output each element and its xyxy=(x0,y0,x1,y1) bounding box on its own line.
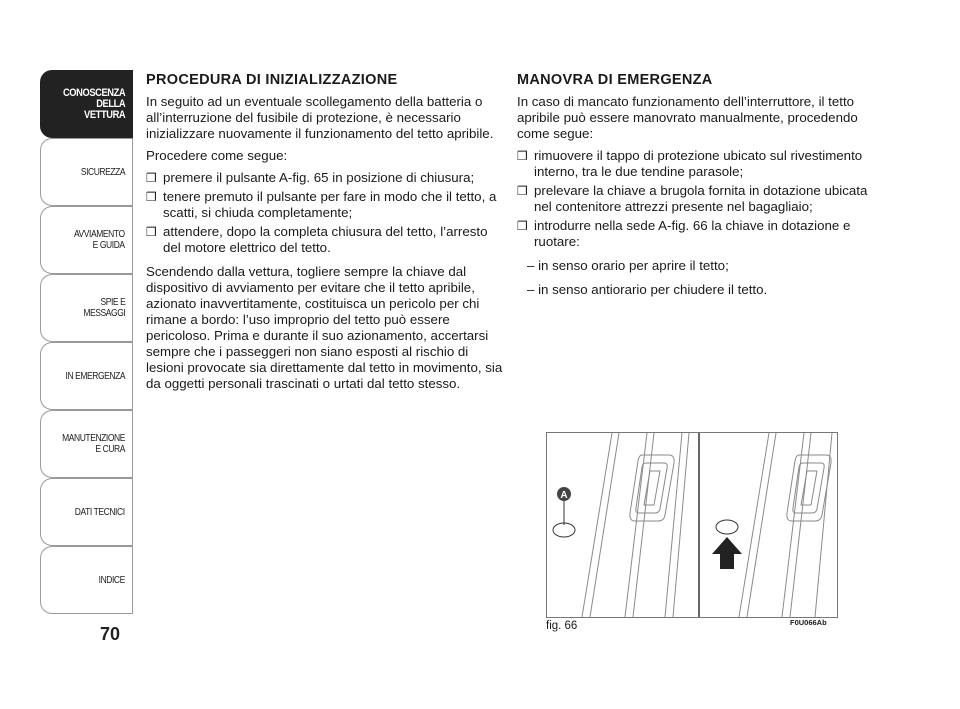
figure-66 xyxy=(546,432,838,618)
tab-label: SPIE E MESSAGGI xyxy=(83,297,125,319)
arrow-up-icon xyxy=(712,537,742,569)
tab-in-emergenza[interactable] xyxy=(40,342,133,410)
checkbox-bullet-icon: ❒ xyxy=(517,149,528,163)
left-panel-illustration xyxy=(582,433,689,617)
paragraph: In caso di mancato funzionamento dell’interruttore, il tetto apribile può essere manovrato manualmente, procedendo come segue: xyxy=(517,94,858,141)
section-heading: PROCEDURA DI INIZIALIZZAZIONE xyxy=(146,72,398,88)
bullet-item: ❒ attendere, dopo la completa chiusura del tetto, l’arresto del motore elettrico del tetto. xyxy=(146,224,488,255)
roof-diagram xyxy=(547,433,837,617)
tab-avviamento-e-guida[interactable] xyxy=(40,206,133,274)
tab-sicurezza[interactable] xyxy=(40,138,133,206)
checkbox-bullet-icon: ❒ xyxy=(517,219,528,233)
tab-conoscenza-della-vettura[interactable] xyxy=(40,70,133,138)
paragraph: Procedere come segue: xyxy=(146,148,288,163)
tab-label: DATI TECNICI xyxy=(75,506,125,518)
bullet-item: ❒ prelevare la chiave a brugola fornita in dotazione ubicata nel contenitore attrezzi presente nel bagagliaio; xyxy=(517,183,868,214)
warning-paragraph: Scendendo dalla vettura, togliere sempre la chiave dal dispositivo di avviamento per evitare che il tetto apribile, azionato inavvertitamente, costituisca un pericolo per chi rimane a bordo: l’uso improprio del tetto può essere pericoloso. Prima e durante il suo azionamento, accertarsi sempre che i passeggeri non siano esposti al rischio di lesioni provocate sia direttamente dal tetto in movimento, sia da oggetti personali trascinati o urtati dal tetto stesso. xyxy=(146,264,503,391)
tab-label: INDICE xyxy=(98,574,125,586)
tab-label: CONOSCENZA DELLA VETTURA xyxy=(62,86,125,121)
tab-dati-tecnici[interactable] xyxy=(40,478,133,546)
section-tabs xyxy=(40,70,133,614)
bullet-item: ❒ rimuovere il tappo di protezione ubicato sul rivestimento interno, tra le due tendine parasole; xyxy=(517,148,863,179)
checkbox-bullet-icon: ❒ xyxy=(146,225,157,239)
protection-cap-icon xyxy=(716,520,738,534)
tab-indice[interactable] xyxy=(40,546,133,614)
dash-item: – in senso orario per aprire il tetto; xyxy=(527,258,729,273)
tab-spie-e-messaggi[interactable] xyxy=(40,274,133,342)
figure-caption: fig. 66 xyxy=(546,620,578,632)
left-column xyxy=(146,72,504,398)
bullet-item: ❒ tenere premuto il pulsante per fare in modo che il tetto, a scatti, si chiuda completamente; xyxy=(146,189,497,220)
bullet-item: ❒ premere il pulsante A-fig. 65 in posizione di chiusura; xyxy=(146,170,475,185)
checkbox-bullet-icon: ❒ xyxy=(517,184,528,198)
tab-label: AVVIAMENTO E GUIDA xyxy=(74,229,125,251)
marker-a xyxy=(553,487,575,537)
marker-a-label: A xyxy=(560,490,568,501)
tab-manutenzione-e-cura[interactable] xyxy=(40,410,133,478)
paragraph: In seguito ad un eventuale scollegamento della batteria o all’interruzione del fusibile di protezione, è necessario inizializzare nuovamente il funzionamento del tetto apribile. xyxy=(146,94,494,141)
bullet-item: ❒ introdurre nella sede A-fig. 66 la chiave in dotazione e ruotare: xyxy=(517,218,851,249)
right-panel-illustration xyxy=(739,433,832,617)
section-heading: MANOVRA DI EMERGENZA xyxy=(517,72,713,88)
checkbox-bullet-icon: ❒ xyxy=(146,171,157,185)
tab-label: IN EMERGENZA xyxy=(65,370,125,382)
figure-code: F0U066Ab xyxy=(790,618,827,627)
tab-label: MANUTENZIONE E CURA xyxy=(62,433,125,455)
right-column xyxy=(517,72,877,298)
page-number: 70 xyxy=(100,624,121,644)
checkbox-bullet-icon: ❒ xyxy=(146,190,157,204)
tab-label: SICUREZZA xyxy=(80,166,125,178)
dash-item: – in senso antiorario per chiudere il tetto. xyxy=(527,282,768,297)
